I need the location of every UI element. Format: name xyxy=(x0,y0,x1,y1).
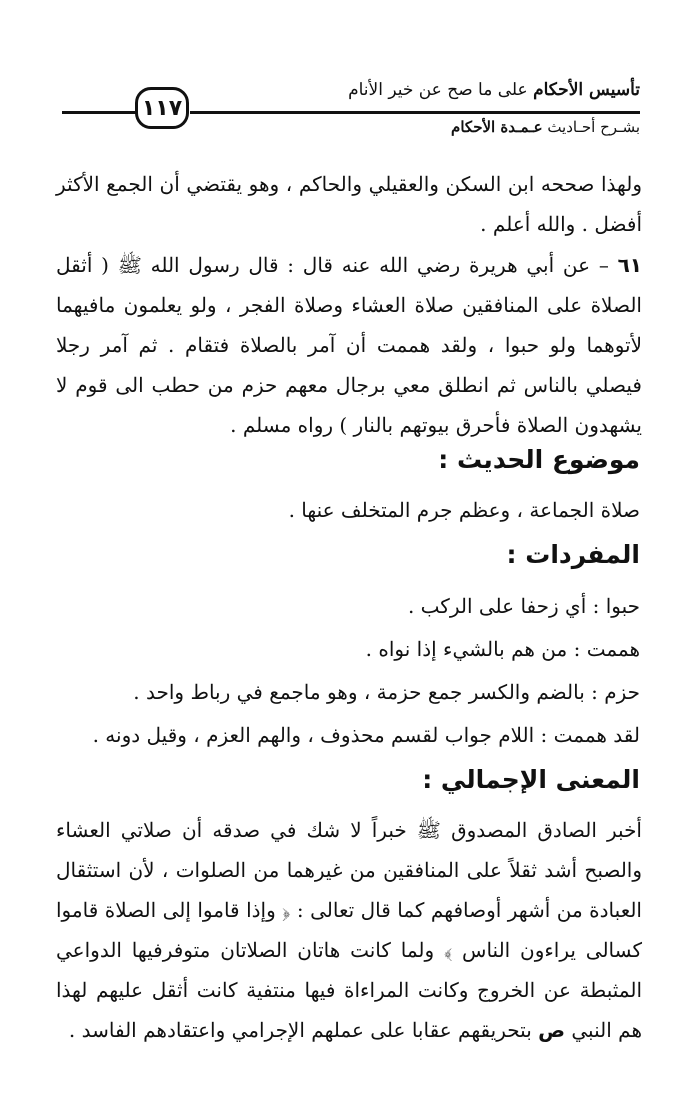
salutation-mark: ص xyxy=(538,1018,566,1042)
book-title xyxy=(340,78,640,102)
vocab-item: حبوا : أي زحفا على الركب . xyxy=(407,594,640,618)
book-title-bold: تأسيس الأحكام xyxy=(533,80,640,100)
intro-paragraph: ولهذا صححه ابن السكن والعقيلي والحاكم ، وهو يقتضي أن الجمع الأكثر أفضل . والله أعلم . xyxy=(56,172,642,236)
header-rule-left xyxy=(62,111,140,114)
vocab-item: هممت : من هم بالشيء إذا نواه . xyxy=(365,637,640,661)
general-paragraph xyxy=(56,810,642,1050)
book-subtitle xyxy=(340,116,640,138)
page-number: ١١٧ xyxy=(135,87,189,129)
header-rule-right xyxy=(190,111,640,114)
vocab-heading: المفردات : xyxy=(506,540,640,569)
subtitle-bold: عـمـدة الأحكام xyxy=(451,118,543,136)
hadith-number: ٦١ xyxy=(617,253,642,277)
topic-text: صلاة الجماعة ، وعظم جرم المتخلف عنها . xyxy=(288,498,640,522)
general-text-before: أخبر الصادق المصدوق ﷺ خبراً لا شك في صدقه أن صلاتي العشاء والصبح أشد ثقلاً على المنافقين من غيرهما من الصلوات ، لأن استثقال العبادة من أشهر أوصافهم كما قال تعالى : ﴿ وإذا قاموا إلى الصلاة قاموا كسالى يراءون الناس ﴾ ولما كانت هاتان الصلاتان متوفرفيها الدواعي المثبطة عن الخروج وكانت المراءاة فيها منتفية كانت أثقل عليهم لهذا هم النبي xyxy=(56,818,642,1042)
book-title-rest: على ما صح عن خير الأنام xyxy=(348,80,534,100)
hadith-paragraph xyxy=(56,245,642,445)
general-heading: المعنى الإجمالي : xyxy=(422,765,640,794)
vocab-item: لقد هممت : اللام جواب لقسم محذوف ، والهم العزم ، وقيل دونه . xyxy=(92,723,640,747)
general-text-after: بتحريقهم عقابا على عملهم الإجرامي واعتقادهم الفاسد . xyxy=(68,1018,539,1042)
hadith-text: – عن أبي هريرة رضي الله عنه قال : قال رسول الله ﷺ ( أثقل الصلاة على المنافقين صلاة العشاء وصلاة الفجر ، ولو يعلمون مافيهما لأتوهما ولو حبوا ، ولقد هممت أن آمر بالصلاة فتقام . ثم آمر رجلا فيصلي بالناس ثم انطلق معي برجال معهم حزم من حطب الى قوم لا يشهدون الصلاة فأحرق بيوتهم بالنار ) رواه مسلم . xyxy=(56,253,642,437)
vocab-item: حزم : بالضم والكسر جمع حزمة ، وهو ماجمع في رباط واحد . xyxy=(133,680,640,704)
subtitle-prefix: بشـرح أحـاديث xyxy=(542,118,640,136)
topic-heading: موضوع الحديث : xyxy=(438,445,640,474)
